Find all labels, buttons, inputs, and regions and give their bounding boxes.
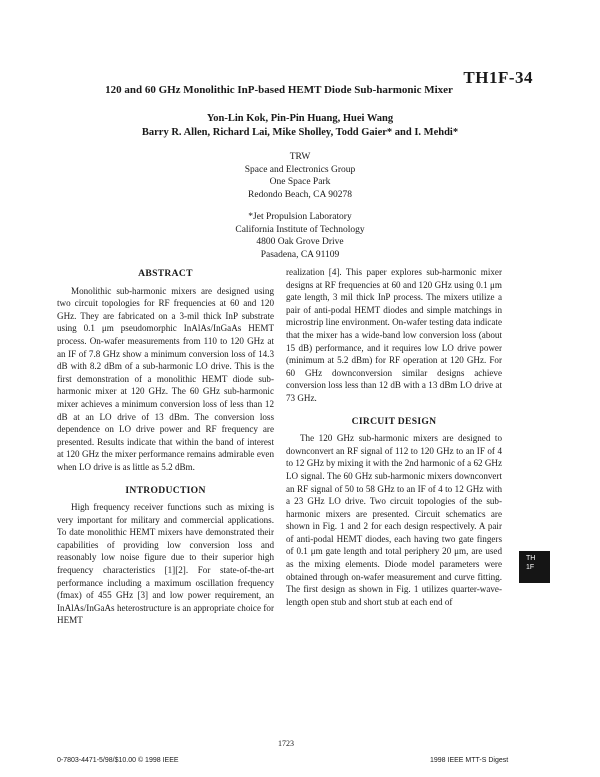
affiliation-city: Redondo Beach, CA 90278 — [248, 189, 352, 200]
affiliation-division: Space and Electronics Group — [244, 164, 356, 175]
affiliation-org: *Jet Propulsion Laboratory — [248, 212, 352, 222]
session-tab-line-2: 1F — [526, 564, 535, 571]
session-tab — [519, 551, 550, 583]
author-line-2: Barry R. Allen, Richard Lai, Mike Sholley, Todd Gaier* and I. Mehdi* — [141, 127, 459, 138]
affiliation-org: TRW — [289, 152, 311, 162]
introduction-continued-text: realization [4]. This paper explores sub-harmonic mixer designs at RF frequencies at 60 and 120 GHz using 0.1 μm gate length, 3 mil thick InP process. The mixers utilize a pair of anti-podal HEMT diodes and simple matchings in microstrip line environment. On-wafer testing data indicate that the mixer has a wide-band low conversion loss (about 15 dB) performance, and it requires low LO drive power (minimum at 5.2 dBm) for RF operation at 120 GHz. For 60 GHz downconversion similar designs achieve conversion loss less than 12 dB with a 13 dBm LO drive at 73 GHz. — [286, 267, 502, 403]
affiliation-jpl — [150, 211, 450, 261]
left-column — [57, 266, 274, 627]
copyright-notice: 0-7803-4471-5/98/$10.00 © 1998 IEEE — [57, 757, 179, 764]
session-tab-line-1: TH — [526, 555, 536, 562]
paper-title: 120 and 60 GHz Monolithic InP-based HEMT Diode Sub-harmonic Mixer — [105, 84, 453, 96]
introduction-heading: INTRODUCTION — [125, 484, 206, 496]
author-line-1: Yon-Lin Kok, Pin-Pin Huang, Huei Wang — [206, 113, 394, 124]
page-number: 1723 — [278, 739, 294, 748]
paper-id: TH1F-34 — [463, 68, 533, 87]
affiliation-institute: California Institute of Technology — [235, 224, 365, 235]
author-list — [40, 112, 560, 140]
digest-name: 1998 IEEE MTT-S Digest — [430, 757, 509, 764]
affiliation-address: One Space Park — [269, 177, 331, 187]
abstract-text: Monolithic sub-harmonic mixers are designed using two circuit topologies for RF frequencies at 60 and 120 GHz. They are fabricated on a 3-mil thick InP substrate using 0.1 μm pseudomorphic InAlAs/InGaAs HEMT process. On-wafer measurements from 110 to 120 GHz at an IF of 7.8 GHz show a minimum conversion loss of 14.3 dB with 8.2 dBm of a sub-harmonic LO drive. This is the first demonstration of a monolithic HEMT diode sub-harmonic mixer at 120 GHz. The 60 GHz sub-harmonic mixer achieves a minimum conversion loss of less than 12 dB at an LO drive of 13 dBm. The conversion loss dependence on LO drive power and RF frequency are presented. Results indicate that within the band of interest at 120 GHz the mixer performance remains admirable even when LO drive is as little as 5.2 dBm. — [57, 285, 274, 472]
circuit-design-text: The 120 GHz sub-harmonic mixers are designed to downconvert an RF signal of 112 to 120 GHz to an IF of 4 to 12 GHz by mixing it with the 2nd harmonic of a 62 GHz LO signal. The 60 GHz sub-harmonic mixers downconvert an RF signal of 50 to 58 GHz to an IF of 4 to 12 GHz with a 23 GHz LO drive. Two circuit topologies of the sub-harmonic mixers are presented. Circuit schematics are shown in Fig. 1 and 2 for each design respectively. A pair of anti-podal HEMT diodes, each having two gate fingers of 0.1 μm gate length and total periphery 20 μm, are used as the mixing elements. Diode model parameters were obtained through on-wafer measurement and curve fitting. The first design as shown in Fig. 1 utilizes quarter-wave-length open stub and short stub at each end of — [286, 433, 502, 607]
affiliation-trw — [150, 151, 450, 201]
affiliation-address: 4800 Oak Grove Drive — [256, 237, 344, 247]
abstract-heading: ABSTRACT — [138, 268, 193, 279]
circuit-design-heading: CIRCUIT DESIGN — [351, 415, 437, 427]
right-column — [286, 266, 502, 608]
introduction-text: High frequency receiver functions such as mixing is very important for military and commercial applications. To date monolithic HEMT mixers have demonstrated their capabilities of providing low conversion loss and reasonably low noise figure due to their superior high frequency characteristics [1][2]. For state-of-the-art performance including a maximum oscillation frequency (fmax) of 455 GHz [3] and low power requirement, an InAlAs/InGaAs heterostructure is an appropriate choice for HEMT — [57, 502, 274, 626]
affiliation-city: Pasadena, CA 91109 — [260, 249, 340, 260]
